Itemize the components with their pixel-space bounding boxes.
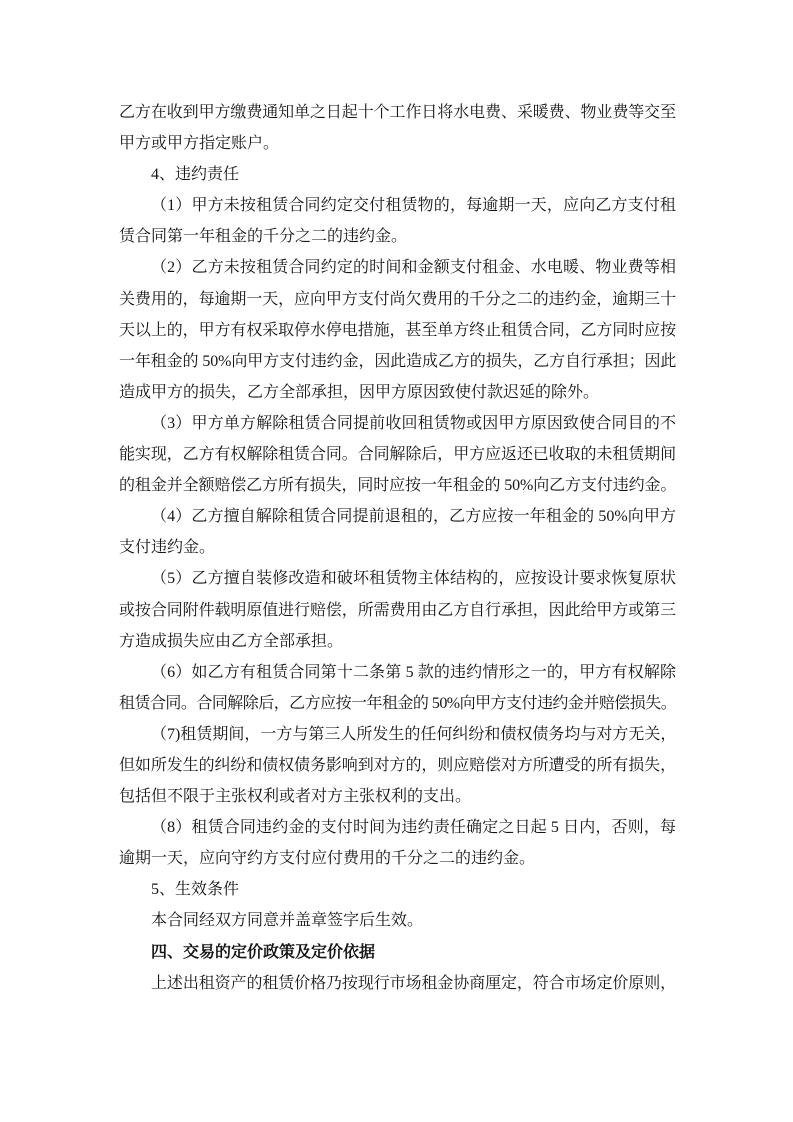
paragraph — [119, 657, 676, 719]
text-line: 5、生效条件 — [151, 881, 240, 899]
paragraph — [119, 905, 676, 936]
text-line: 方造成损失应由乙方全部承担。 — [119, 632, 344, 650]
text-line: 关费用的，每逾期一天，应向甲方支付尚欠费用的千分之二的违约金，逾期三十 — [119, 290, 676, 308]
document-content — [119, 97, 676, 999]
paragraph — [119, 719, 676, 812]
text-line: 造成甲方的损失，乙方全部承担，因甲方原因致使付款迟延的除外。 — [119, 383, 600, 401]
paragraph — [119, 563, 676, 656]
text-line: 能实现，乙方有权解除租赁合同。合同解除后，甲方应返还已收取的未租赁期间 — [119, 446, 676, 464]
text-line: 上述出租资产的租赁价格乃按现行市场租金协商厘定，符合市场定价原则， — [151, 974, 677, 992]
paragraph — [119, 874, 676, 905]
text-line: 四、交易的定价政策及定价依据 — [151, 943, 376, 961]
paragraph — [119, 159, 676, 190]
text-line: 本合同经双方同意并盖章签字后生效。 — [151, 912, 424, 930]
text-line: （2）乙方未按租赁合同约定的时间和金额支付租金、水电暖、物业费等相 — [151, 259, 676, 277]
text-line: 但如所发生的纠纷和债权债务影响到对方的，则应赔偿对方所遭受的所有损失， — [119, 756, 676, 774]
paragraph — [119, 97, 676, 159]
paragraph — [119, 408, 676, 501]
paragraph — [119, 252, 676, 407]
text-line: （8）租赁合同违约金的支付时间为违约责任确定之日起 5 日内，否则，每 — [151, 819, 676, 837]
text-line: （5）乙方擅自装修改造和破坏租赁物主体结构的，应按设计要求恢复原状 — [151, 570, 676, 588]
text-line: 的租金并全额赔偿乙方所有损失，同时应按一年租金的 50%向乙方支付违约金。 — [119, 477, 677, 495]
text-line: 甲方或甲方指定账户。 — [119, 135, 280, 153]
paragraph — [119, 190, 676, 252]
text-line: 逾期一天，应向守约方支付应付费用的千分之二的违约金。 — [119, 850, 536, 868]
text-line: 或按合同附件载明原值进行赔偿，所需费用由乙方自行承担，因此给甲方或第三 — [119, 601, 676, 619]
text-line: （3）甲方单方解除租赁合同提前收回租赁物或因甲方原因致使合同目的不 — [151, 414, 676, 432]
text-line: 租赁合同。合同解除后，乙方应按一年租金的 50%向甲方支付违约金并赔偿损失。 — [119, 694, 677, 712]
text-line: 一年租金的 50%向甲方支付违约金，因此造成乙方的损失，乙方自行承担；因此 — [119, 352, 677, 370]
text-line: 4、违约责任 — [151, 166, 240, 184]
text-line: （6）如乙方有租赁合同第十二条第 5 款的违约情形之一的，甲方有权解除 — [151, 663, 676, 681]
paragraph — [119, 968, 676, 999]
text-line: 支付违约金。 — [119, 539, 216, 557]
text-line: 包括但不限于主张权利或者对方主张权利的支出。 — [119, 788, 472, 806]
text-line: （7)租赁期间，一方与第三人所发生的任何纠纷和债权债务均与对方无关， — [151, 725, 677, 743]
section-heading — [119, 937, 676, 968]
paragraph — [119, 501, 676, 563]
text-line: （1）甲方未按租赁合同约定交付租赁物的，每逾期一天，应向乙方支付租 — [151, 197, 676, 215]
text-line: 乙方在收到甲方缴费通知单之日起十个工作日将水电费、采暖费、物业费等交至 — [119, 104, 676, 121]
text-line: 天以上的，甲方有权采取停水停电措施，甚至单方终止租赁合同，乙方同时应按 — [119, 321, 676, 339]
paragraph — [119, 812, 676, 874]
text-line: 赁合同第一年租金的千分之二的违约金。 — [119, 228, 408, 246]
text-line: （4）乙方擅自解除租赁合同提前退租的，乙方应按一年租金的 50%向甲方 — [151, 508, 676, 526]
